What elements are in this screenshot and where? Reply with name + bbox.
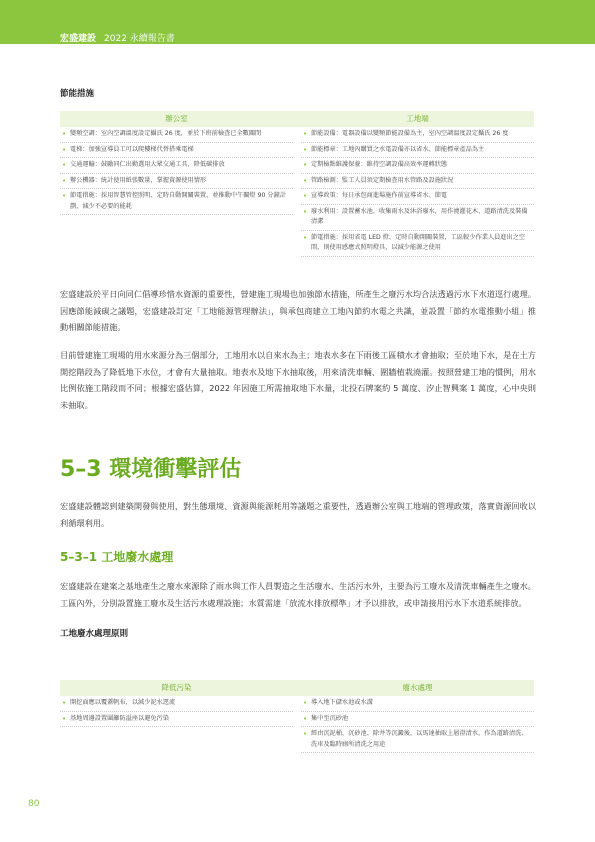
bullet-icon: •: [303, 130, 308, 138]
list-item: • 基地周邊設置圍籬防溢座以避免污染: [60, 712, 293, 728]
bullet-icon: •: [303, 161, 308, 169]
list-item: • 電梯：加強宣導員工可以爬樓梯代替搭乘電梯: [60, 143, 293, 159]
bullet-icon: •: [303, 714, 308, 723]
bullet-icon: •: [62, 161, 67, 169]
wastewater-principles-table: [60, 680, 534, 753]
bullet-icon: •: [62, 192, 67, 200]
list-item: • 經由沉泥桶、沉砂池、除井等沉澱後，以馬達抽取上層澄清水，作為道路清洗、洗車及臨時廁所清洗之用途: [301, 727, 534, 753]
list-item: • 節電措施：採用省電 LED 燈、定時自動開關裝置，工區較少作業人員進出之空間，則使用感應式照明燈具，以減少能源之使用: [301, 231, 534, 257]
table-body: [60, 127, 534, 257]
list-item: • 廢水利用：設置蓄水池，收集雨水及沐浴廢水，用作澆灌花木、道路清洗及裝備清潔: [301, 205, 534, 231]
list-item: • 節能標章：工地內購買之水電設備亦以省水、節能標章產品為主: [301, 143, 534, 159]
list-item: • 節電措施：採用智慧管控照明、定時自動開關裝置，並推動中午關燈 90 分鐘計劃，減少不必要的能耗: [60, 189, 293, 215]
page-number: 80: [28, 799, 40, 809]
section-title: 5–3 環境衝擊評估: [60, 457, 242, 482]
bullet-icon: •: [62, 145, 67, 154]
list-item: • 集中至沉砂池: [301, 712, 534, 728]
list-item: • 開挖面應以覆蓋帆布，以減少泥水逕流: [60, 696, 293, 712]
bullet-icon: •: [303, 192, 308, 200]
column-header-reduce-pollution: 降低污染: [161, 683, 192, 692]
subsection-title: 5–3–1 工地廢水處理: [60, 550, 174, 564]
bullet-icon: •: [303, 207, 308, 216]
water-source-paragraph: 目前營建施工現場的用水來源分為三個部分，工地用水以自來水為主；地表水多在下雨後工區積水才會抽取；至於地下水，是在土方開挖階段為了降低地下水位，才會有大量抽取。地表水及地下水抽取後，用來清洗車輛、圍牆植栽澆灌。按照營建工地的慣例，用水比例依施工階段而不同；根據宏盛估算，2022 年因施工所需抽取地下水量，北投石牌案約 5 萬度、汐止智興案 1 萬度，心中央則未抽取。: [60, 350, 536, 410]
bullet-icon: •: [303, 730, 308, 738]
column-header-wastewater-treatment: 廢水處理: [402, 683, 433, 692]
bullet-icon: •: [62, 130, 67, 138]
environment-intro-paragraph: 宏盛建設體認到建築開發與使用，對生態環境、資源與能源耗用等議題之重要性，透過辦公室與工地端的管理政策，落實資源回收以利循環利用。: [60, 501, 536, 528]
bullet-icon: •: [62, 714, 67, 723]
office-column: [60, 127, 293, 257]
bullet-icon: •: [303, 145, 308, 154]
list-item: • 定期檢點維護保養：維持空調設備高效率運轉狀態: [301, 158, 534, 174]
bullet-icon: •: [62, 699, 67, 707]
list-item: • 管路檢測：監工人員須定期檢查用水管路及設施狀況: [301, 174, 534, 190]
table-header: [60, 111, 534, 127]
report-title: 2022 永續報告書: [104, 34, 175, 44]
company-name: 宏盛建設: [60, 34, 97, 44]
column-header-site: 工地端: [406, 114, 429, 123]
wastewater-paragraph: 宏盛建設在建案之基地產生之廢水來源除了雨水與工作人員製造之生活廢水、生活污水外，主要為污工廢水及清洗車輛產生之廢水。工區內外，分別設置施工廢水及生活污水處理設施；水質需達「放流水排放標準」才予以排放，或申請接用污水下水道系統排放。: [60, 581, 536, 608]
energy-measures-heading: 節能措施: [60, 89, 95, 99]
list-item: • 導入地下儲水池或水溝: [301, 696, 534, 712]
water-policy-paragraph: 宏盛建設於平日向同仁倡導珍惜水資源的重要性，營建施工現場也加強節水措施，所產生之廢污水均合法透過污水下水道逕行處理。因應節能減碳之議題，宏盛建設訂定「工地能源管理辦法」，與承包商建立工地內節約水電之共識，並設置「節約水電推動小組」推動相關節能措施。: [60, 289, 536, 332]
list-item: • 交通運輸：鼓勵同仁出勤選用大眾交通工具，降低碳排放: [60, 158, 293, 174]
column-header-office: 辦公室: [165, 114, 188, 123]
table-header: [60, 680, 534, 696]
bullet-icon: •: [303, 176, 308, 185]
wastewater-treatment-column: [301, 696, 534, 753]
bullet-icon: •: [303, 233, 308, 242]
table-body: [60, 696, 534, 753]
list-item: • 節能設備：電器設備以變頻節能設備為主，室內空調溫度設定攝氏 26 度: [301, 127, 534, 143]
energy-measures-table: [60, 111, 534, 257]
site-column: [301, 127, 534, 257]
wastewater-principles-heading: 工地廢水處理原則: [60, 629, 129, 639]
bullet-icon: •: [303, 699, 308, 707]
reduce-pollution-column: [60, 696, 293, 753]
bullet-icon: •: [62, 176, 67, 185]
list-item: • 宣導政策：每日承包商進場施作前宣導省水、節電: [301, 189, 534, 205]
list-item: • 變頻空調：室內空調溫度設定攝氏 26 度，並於下班前檢查已全數關閉: [60, 127, 293, 143]
header-title: [60, 31, 175, 44]
list-item: • 辦公機器：統計使用紙張數量，掌握資源使用情形: [60, 174, 293, 190]
